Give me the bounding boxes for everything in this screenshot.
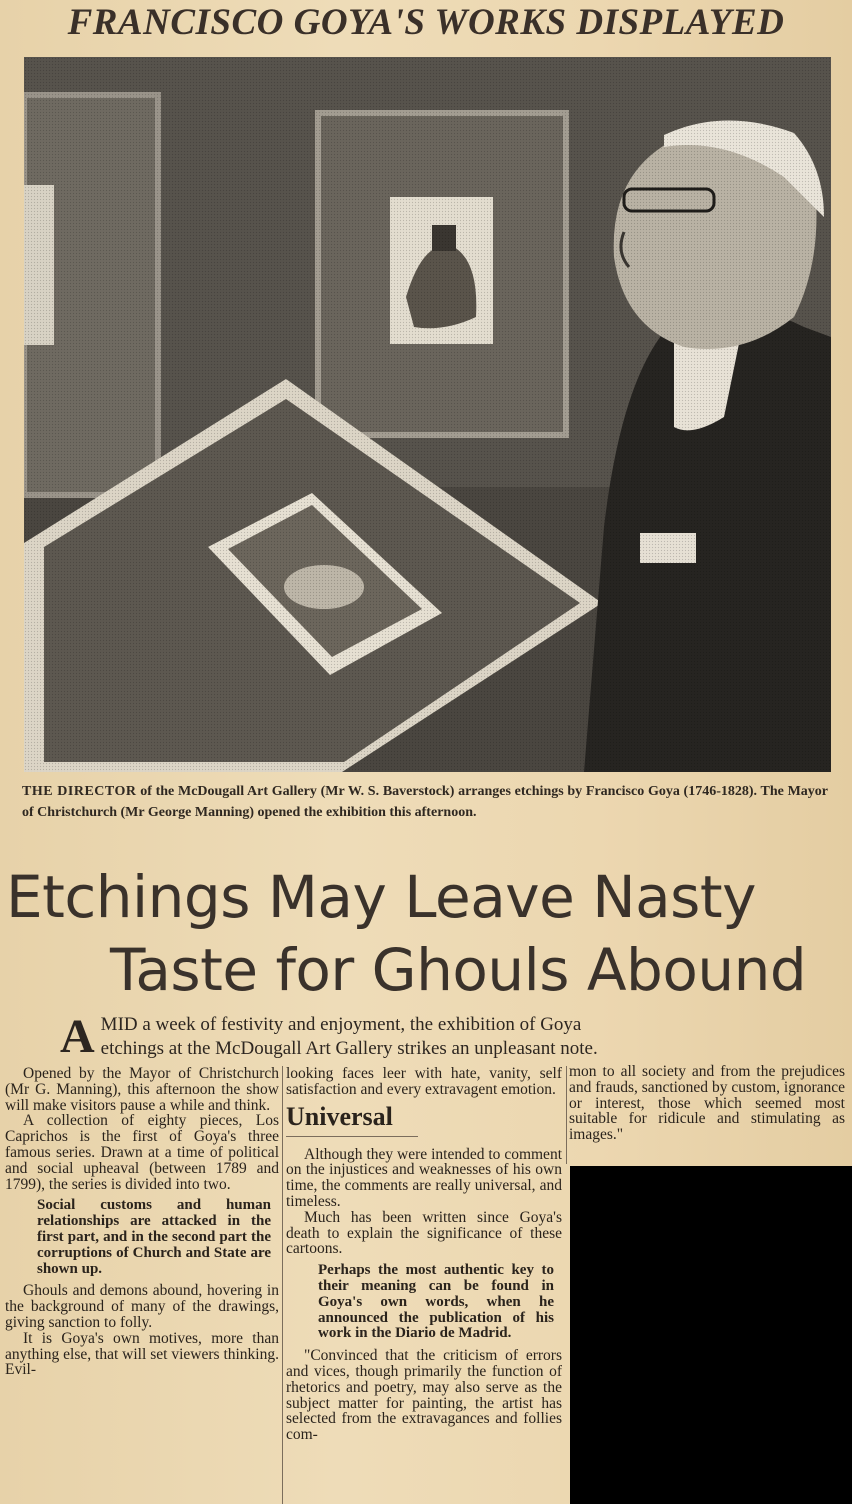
paragraph: A collection of eighty pieces, Los Caprichos is the first of Goya's three famous series. Drawn at a time of political and social upheaval (between 1789 and 1799), the series is divided into two. (5, 1112, 279, 1193)
photo-director-with-etchings (24, 57, 831, 772)
article-column-3 (569, 1064, 845, 1164)
paragraph: It is Goya's own motives, more than anything else, that will set viewers thinking. Evil- (5, 1329, 279, 1379)
caption-text: of the McDougall Art Gallery (Mr W. S. Baverstock) arranges etchings by Francisco Goya (1746-1828). The Mayor of Christchurch (Mr George Manning) opened the exhibition this afternoon. (22, 784, 828, 820)
photo-illustration (24, 57, 831, 772)
bold-paragraph: Perhaps the most authentic key to their meaning can be found in Goya's own words, when he announced the publication of his work in the Diario de Madrid. (318, 1262, 554, 1342)
paragraph: Opened by the Mayor of Christchurch (Mr G. Manning), this afternoon the show will make visitors pause a while and think. (5, 1066, 279, 1114)
caption-lead: THE DIRECTOR (22, 784, 137, 799)
paragraph: looking faces leer with hate, vanity, self satisfaction and every extravagent emotion. (286, 1066, 562, 1098)
paragraph: Ghouls and demons abound, hovering in the background of many of the drawings, giving sanction to folly. (5, 1282, 279, 1331)
paragraph: mon to all society and from the prejudices and frauds, sanctioned by custom, ignorance or interest, those which seemed most suitable for ridicule and stimulating as images." (569, 1064, 845, 1144)
scan-blank-area (570, 1166, 852, 1504)
column-divider (566, 1066, 567, 1164)
headline-line-1: Etchings May Leave Nasty (6, 863, 756, 931)
bold-paragraph: Social customs and human relationships are attacked in the first part, and in the second part the corruptions of Church and State are shown up. (37, 1197, 271, 1277)
subheading-universal: Universal (286, 1102, 418, 1137)
banner-title: FRANCISCO GOYA'S WORKS DISPLAYED (67, 2, 785, 43)
intro-line-2: etchings at the McDougall Art Gallery strikes an unpleasant note. (100, 1038, 598, 1059)
article-column-2 (286, 1066, 562, 1504)
drop-cap: A (60, 1010, 95, 1063)
intro-line-1: MID a week of festivity and enjoyment, the exhibition of Goya (100, 1014, 582, 1035)
paragraph: Although they were intended to comment on the injustices and weaknesses of his own time, the comments are really universal, and timeless. (286, 1145, 562, 1210)
photo-caption (22, 781, 828, 823)
column-divider (282, 1066, 283, 1504)
article-column-1 (5, 1066, 279, 1504)
paragraph: Much has been written since Goya's death to explain the significance of these cartoons. (286, 1208, 562, 1258)
headline-line-2: Taste for Ghouls Abound (110, 936, 807, 1004)
paragraph: "Convinced that the criticism of errors and vices, though primarily the function of rhetorics and poetry, may also serve as the subject matter for painting, the artist has selected from the extravagances and follies com- (286, 1347, 562, 1444)
intro-paragraph (60, 1010, 760, 1063)
